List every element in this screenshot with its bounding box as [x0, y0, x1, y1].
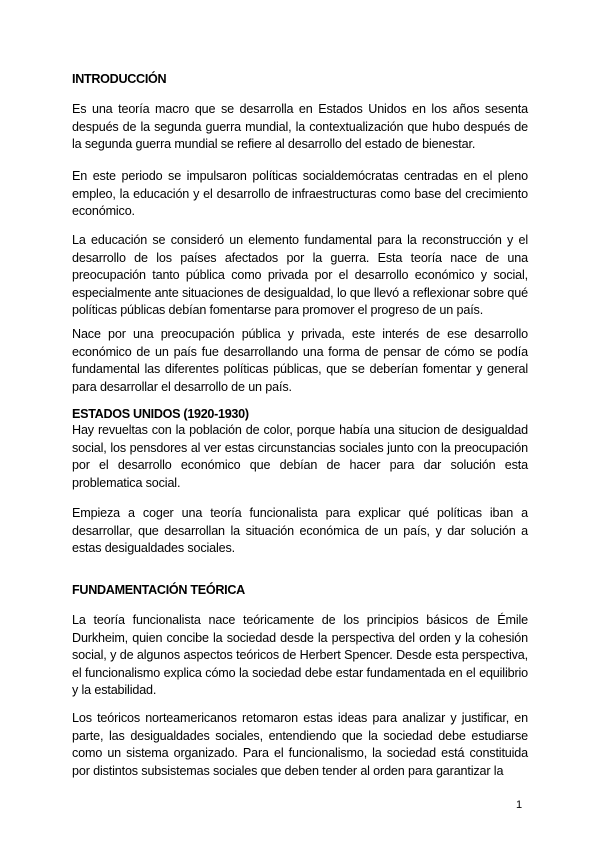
- section-heading-introduccion: INTRODUCCIÓN: [72, 72, 167, 86]
- paragraph: La teoría funcionalista nace teóricamente de los principios básicos de Émile Durkheim, quien concibe la sociedad desde la perspectiva del orden y la cohesión social, y de algunos aspectos teóricos de Herbert Spencer. Desde esta perspectiva, el funcionalismo explica cómo la sociedad debe estar fundamentada en el equilibrio y la estabilidad.: [72, 613, 528, 697]
- section-heading-fundamentacion: FUNDAMENTACIÓN TEÓRICA: [72, 583, 245, 597]
- page-number: 1: [516, 799, 523, 811]
- paragraph: En este periodo se impulsaron políticas socialdemócratas centradas en el pleno empleo, la educación y el desarrollo de infraestructuras como base del crecimiento económico.: [72, 169, 528, 218]
- paragraph: Empieza a coger una teoría funcionalista para explicar qué políticas iban a desarrollar, que desarrollan la situación económica de un país, y dar solución a estas desigualdades sociales.: [72, 506, 528, 555]
- paragraph: Nace por una preocupación pública y privada, este interés de ese desarrollo económico de un país fue desarrollando una forma de pensar de cómo se podía fundamental las diferentes políticas públicas, que se deberían fomentar y general para desarrollar el desarrollo de un país.: [72, 327, 528, 394]
- paragraph: Es una teoría macro que se desarrolla en Estados Unidos en los años sesenta después de la segunda guerra mundial, la contextualización que hubo después de la segunda guerra mundial se refiere al desarrollo del estado de bienestar.: [72, 102, 528, 151]
- paragraph: Hay revueltas con la población de color, porque había una situcion de desigualdad social, los pensdores al ver estas circunstancias sociales junto con la preocupación por el desarrollo económico que debían de hacer para dar solución esta problematica social.: [72, 423, 528, 490]
- section-heading-estados-unidos: ESTADOS UNIDOS (1920-1930): [72, 407, 249, 421]
- paragraph: Los teóricos norteamericanos retomaron estas ideas para analizar y justificar, en parte, las desigualdades sociales, entendiendo que la sociedad debe estudiarse como un sistema organizado. Para el funcionalismo, la sociedad está constituida por distintos subsistemas sociales que deben tender al orden para garantizar la: [72, 711, 528, 778]
- paragraph: La educación se consideró un elemento fundamental para la reconstrucción y el desarrollo de los países afectados por la guerra. Esta teoría nace de una preocupación tanto pública como privada por el desarrollo económico y social, especialmente ante situaciones de desigualdad, lo que llevó a reflexionar sobre qué políticas públicas debían fomentarse para promover el progreso de un país.: [72, 233, 528, 317]
